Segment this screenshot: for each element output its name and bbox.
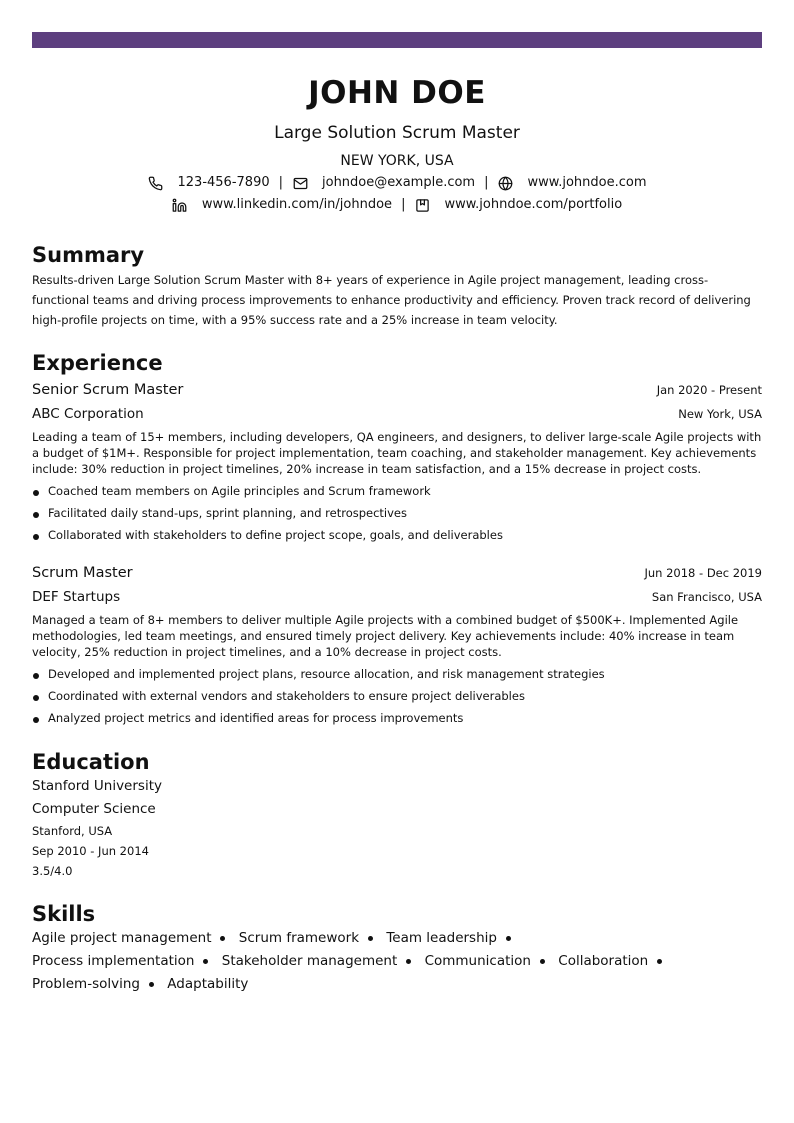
contact-linkedin[interactable] bbox=[172, 196, 392, 214]
job-company-row bbox=[32, 400, 762, 424]
list-item: Collaborated with stakeholders to define project scope, goals, and deliverables bbox=[32, 524, 762, 546]
bullet-icon bbox=[506, 936, 511, 941]
job-description: Managed a team of 8+ members to deliver multiple Agile projects with a combined budget of $500K+. Implemented Agile methodologies, led team meetings, and ensured timely project delivery. Key achievements include: 40% increase in team velocity, 25% reduction in project timelines, and a 10% decrease in project costs. bbox=[32, 613, 739, 659]
skills-section bbox=[32, 901, 762, 996]
list-item: Coached team members on Agile principles and Scrum framework bbox=[32, 480, 762, 502]
contact-email[interactable] bbox=[292, 174, 475, 192]
education-location: Stanford, USA bbox=[32, 824, 113, 838]
separator: | bbox=[401, 197, 406, 212]
skill-item: Communication bbox=[424, 953, 531, 969]
skill-item: Adaptability bbox=[167, 976, 249, 992]
job-company: ABC Corporation bbox=[32, 406, 144, 422]
section-heading-summary: Summary bbox=[32, 243, 145, 267]
bullet-icon bbox=[33, 534, 39, 540]
portfolio-icon bbox=[414, 197, 430, 213]
separator: | bbox=[278, 175, 283, 190]
education-school: Stanford University bbox=[32, 778, 162, 794]
education-dates: Sep 2010 - Jun 2014 bbox=[32, 844, 149, 858]
job-location: New York, USA bbox=[678, 407, 762, 421]
candidate-name: JOHN DOE bbox=[308, 75, 486, 111]
bullet-icon bbox=[368, 936, 373, 941]
skill-item: Agile project management bbox=[32, 930, 212, 946]
list-item: Analyzed project metrics and identified areas for process improvements bbox=[32, 707, 762, 729]
bullet-icon bbox=[33, 717, 39, 723]
job-header-row bbox=[32, 380, 762, 400]
skill-item: Team leadership bbox=[386, 930, 497, 946]
skill-item: Collaboration bbox=[558, 953, 649, 969]
linkedin-text: www.linkedin.com/in/johndoe bbox=[201, 197, 393, 212]
resume-header bbox=[32, 72, 762, 214]
section-heading-skills: Skills bbox=[32, 902, 96, 926]
job-bullets bbox=[32, 663, 762, 729]
bullet-icon bbox=[33, 673, 39, 679]
bullet-icon bbox=[149, 982, 154, 987]
contact-line-primary bbox=[32, 174, 762, 192]
bullet-icon bbox=[33, 512, 39, 518]
education-degree: Computer Science bbox=[32, 801, 156, 817]
job-entry bbox=[32, 380, 762, 546]
resume-page bbox=[32, 72, 762, 996]
portfolio-text: www.johndoe.com/portfolio bbox=[444, 197, 623, 212]
job-company: DEF Startups bbox=[32, 589, 121, 605]
list-item: Developed and implemented project plans, resource allocation, and risk management strategies bbox=[32, 663, 762, 685]
bullet-icon bbox=[220, 936, 225, 941]
website-text: www.johndoe.com bbox=[527, 175, 647, 190]
contact-line-secondary bbox=[32, 196, 762, 214]
job-company-row bbox=[32, 583, 762, 607]
education-gpa: 3.5/4.0 bbox=[32, 864, 73, 878]
separator: | bbox=[484, 175, 489, 190]
bullet-icon bbox=[203, 959, 208, 964]
email-text: johndoe@example.com bbox=[322, 175, 476, 190]
job-title: Scrum Master bbox=[32, 565, 133, 581]
candidate-location: NEW YORK, USA bbox=[340, 153, 454, 169]
job-location: San Francisco, USA bbox=[651, 590, 762, 604]
bullet-icon bbox=[540, 959, 545, 964]
job-entry bbox=[32, 563, 762, 729]
summary-text: Results-driven Large Solution Scrum Master with 8+ years of experience in Agile project management, leading cross-functional teams and driving process improvements to enhance productivity and efficiency. Proven track record of delivering high-profile projects on time, with a 95% success rate and a 25% increase in team velocity. bbox=[32, 273, 751, 327]
job-description: Leading a team of 15+ members, including developers, QA engineers, and designers, to deliver large-scale Agile projects with a budget of $1M+. Responsible for project implementation, team coaching, and stakeholder management. Key achievements include: 30% reduction in project timelines, 20% increase in team satisfaction, and a 15% decrease in project costs. bbox=[32, 430, 762, 476]
phone-icon bbox=[148, 175, 164, 191]
contact-phone[interactable] bbox=[148, 174, 270, 192]
contact-website[interactable] bbox=[498, 174, 647, 192]
bullet-icon bbox=[33, 695, 39, 701]
email-icon bbox=[292, 175, 308, 191]
candidate-title: Large Solution Scrum Master bbox=[274, 123, 520, 143]
bullet-icon bbox=[406, 959, 411, 964]
accent-bar bbox=[32, 32, 762, 48]
job-title: Senior Scrum Master bbox=[32, 382, 184, 398]
linkedin-icon bbox=[172, 197, 188, 213]
experience-section bbox=[32, 350, 762, 729]
education-section bbox=[32, 749, 762, 881]
section-heading-experience: Experience bbox=[32, 351, 163, 375]
job-dates: Jun 2018 - Dec 2019 bbox=[644, 566, 762, 580]
skill-item: Scrum framework bbox=[238, 930, 360, 946]
bullet-icon bbox=[657, 959, 662, 964]
contact-portfolio[interactable] bbox=[414, 196, 622, 214]
list-item: Coordinated with external vendors and stakeholders to ensure project deliverables bbox=[32, 685, 762, 707]
skill-item: Stakeholder management bbox=[221, 953, 398, 969]
phone-text: 123-456-7890 bbox=[177, 175, 270, 190]
bullet-icon bbox=[33, 490, 39, 496]
skill-item: Problem-solving bbox=[32, 976, 140, 992]
job-dates: Jan 2020 - Present bbox=[656, 383, 762, 397]
list-item: Facilitated daily stand-ups, sprint planning, and retrospectives bbox=[32, 502, 762, 524]
skills-list bbox=[32, 927, 682, 996]
job-header-row bbox=[32, 563, 762, 583]
globe-icon bbox=[498, 175, 514, 191]
summary-section bbox=[32, 242, 762, 330]
section-heading-education: Education bbox=[32, 750, 150, 774]
job-bullets bbox=[32, 480, 762, 546]
skill-item: Process implementation bbox=[32, 953, 195, 969]
